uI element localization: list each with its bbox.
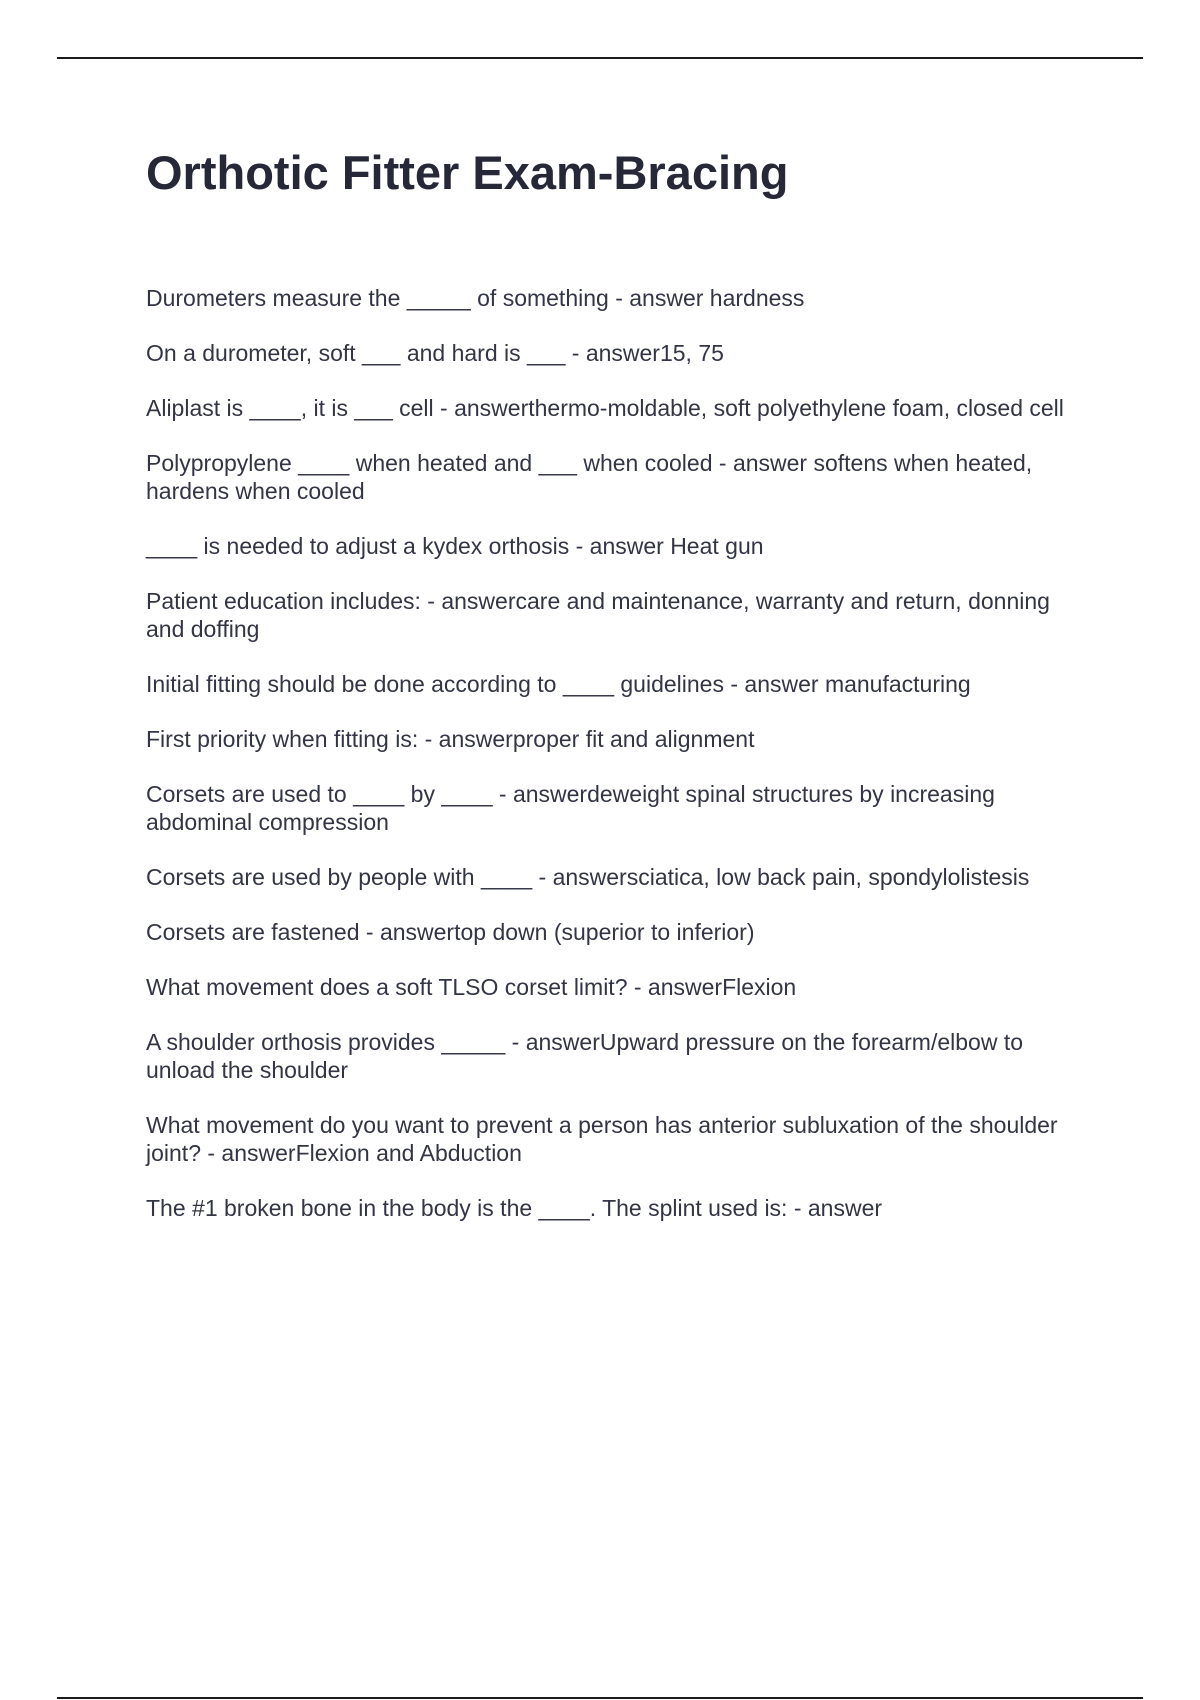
bottom-divider — [57, 1697, 1143, 1699]
qa-item: Corsets are used to ____ by ____ - answerdeweight spinal structures by increasing abdominal compression — [146, 781, 995, 835]
qa-item: Patient education includes: - answercare and maintenance, warranty and return, donning and doffing — [146, 588, 1050, 642]
qa-item: Initial fitting should be done according to ____ guidelines - answer manufacturing — [146, 671, 971, 697]
qa-item: What movement do you want to prevent a person has anterior subluxation of the shoulder joint? - answerFlexion and Abduction — [146, 1112, 1058, 1166]
qa-item: A shoulder orthosis provides _____ - answerUpward pressure on the forearm/elbow to unload the shoulder — [146, 1029, 1024, 1083]
top-divider — [57, 57, 1143, 59]
document-title: Orthotic Fitter Exam-Bracing — [146, 146, 789, 199]
qa-item: ____ is needed to adjust a kydex orthosis - answer Heat gun — [146, 533, 764, 559]
qa-item: Polypropylene ____ when heated and ___ when cooled - answer softens when heated, hardens when cooled — [146, 450, 1033, 504]
qa-item: On a durometer, soft ___ and hard is ___ - answer15, 75 — [146, 340, 724, 366]
qa-list — [146, 284, 1086, 1249]
qa-item: Corsets are fastened - answertop down (superior to inferior) — [146, 919, 755, 945]
qa-item: What movement does a soft TLSO corset limit? - answerFlexion — [146, 974, 797, 1000]
qa-item: First priority when fitting is: - answerproper fit and alignment — [146, 726, 755, 752]
qa-item: The #1 broken bone in the body is the ____. The splint used is: - answer — [146, 1195, 883, 1221]
qa-item: Durometers measure the _____ of something - answer hardness — [146, 285, 805, 311]
qa-item: Aliplast is ____, it is ___ cell - answerthermo-moldable, soft polyethylene foam, closed cell — [146, 395, 1064, 421]
qa-item: Corsets are used by people with ____ - answersciatica, low back pain, spondylolistesis — [146, 864, 1030, 890]
